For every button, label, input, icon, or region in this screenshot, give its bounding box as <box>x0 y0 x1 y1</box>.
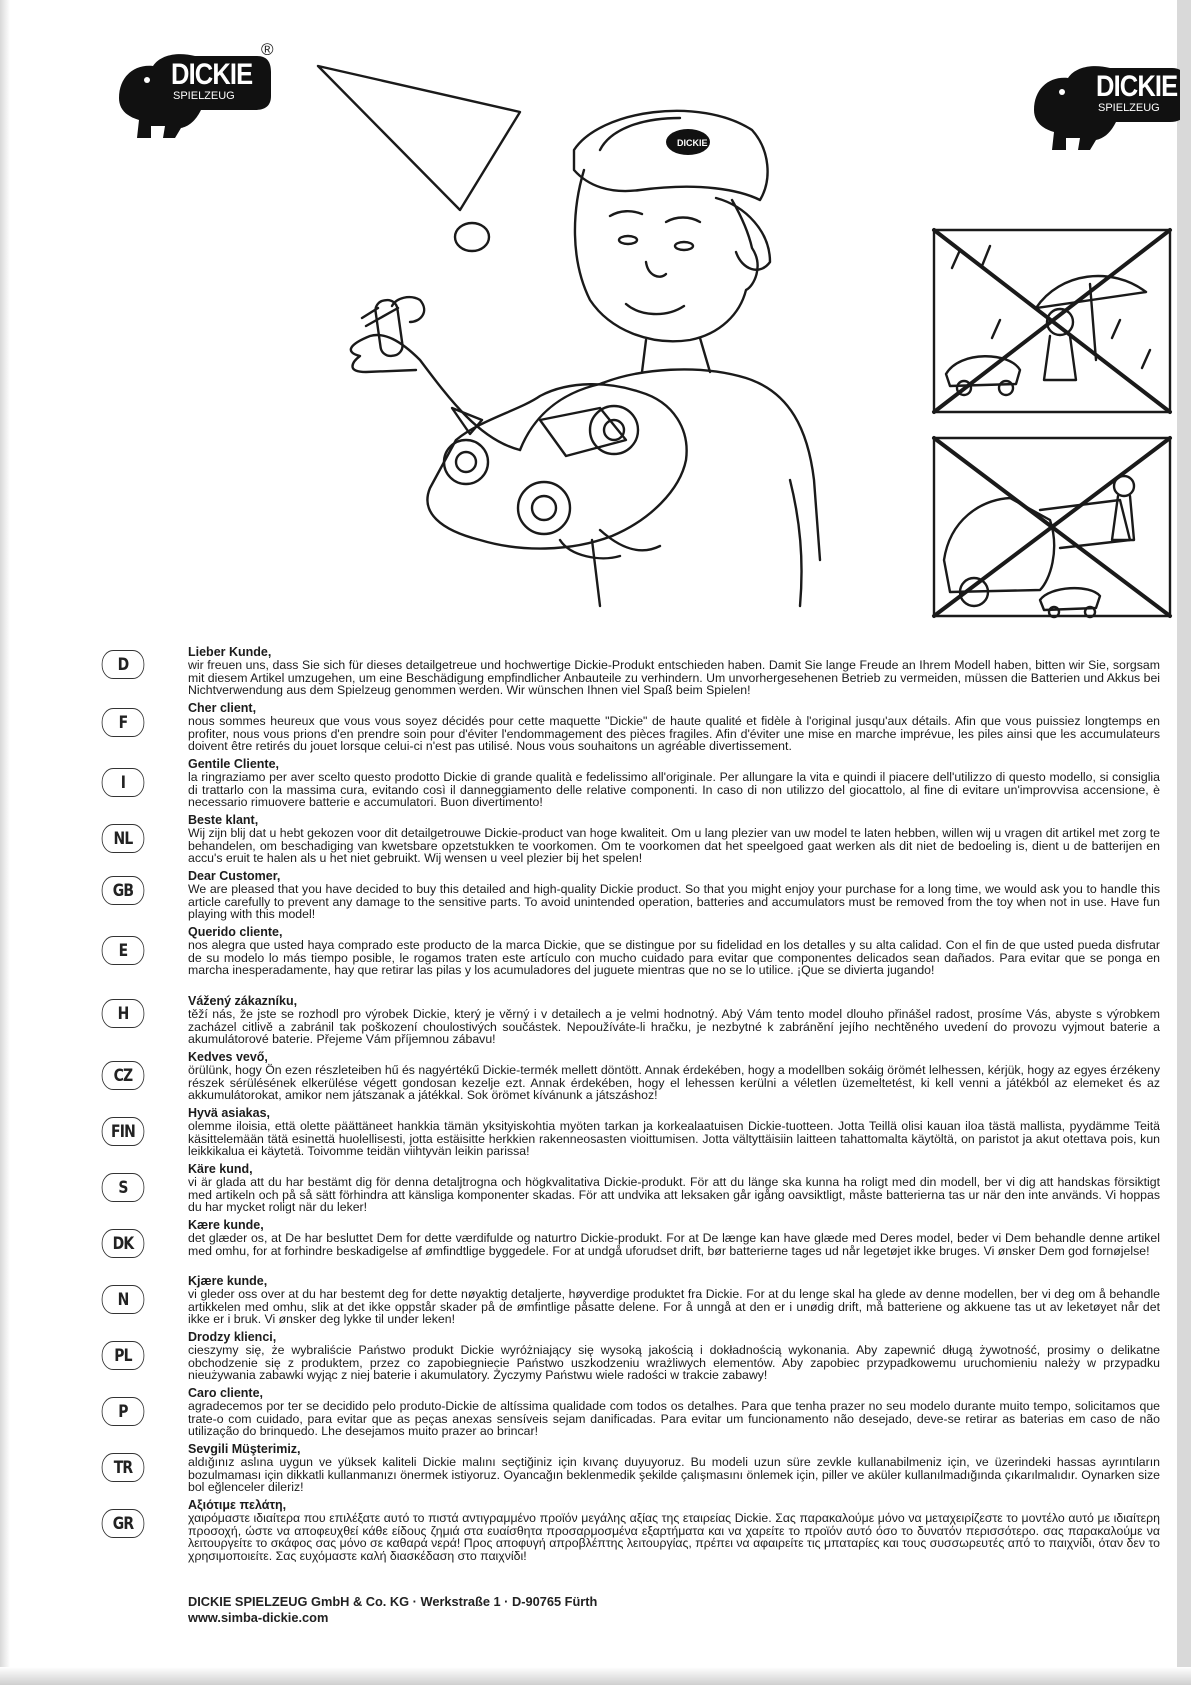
language-badge-cz: CZ <box>102 1061 145 1090</box>
logo-wordmark: DICKIE <box>171 58 253 91</box>
greeting-fin: Hyvä asiakas, <box>188 1106 271 1120</box>
no-rain-warning-icon <box>934 230 1170 412</box>
logo-right-wordmark: DICKIE <box>1096 70 1178 103</box>
language-badge-p: P <box>102 1397 145 1426</box>
language-entry-pl <box>188 1331 1160 1382</box>
greeting-tr: Sevgili Müşterimiz, <box>188 1442 301 1456</box>
language-badge-gb: GB <box>102 876 145 905</box>
language-entry-s <box>188 1163 1160 1214</box>
greeting-e: Querido cliente, <box>188 925 283 939</box>
body-text-nl: Wij zijn blij dat u hebt gekozen voor dit detailgetrouwe Dickie-product van hoge kwaliteit. Om u lang plezier van uw model te laten hebben, willen wij u vragen dit artikel met zorg te behandelen, om beschadiging van kwetsbare opzetstukken te voorkomen. Om te voorkomen dat het speelgoed gaat werken als dit niet de bedoeling is, dient u de batterijen en accu's eruit te halen als u het niet gebruikt. Wij wensen u veel plezier bij het spelen! <box>188 826 1160 865</box>
body-text-cz: örülünk, hogy Ön ezen részleteiben hű és nagyértékű Dickie-termék mellett döntött. Annak érdekében, hogy a modellben sokáig örömét lelhessen, kérjük, hogy az egyes érzékeny részek sérülésének elkerülése végett gondosan kezelje ezt. Annak érdekében, hogy el lehessen kerülni a véletlen üzemeltetést, ki kell venni a játékból az elemeket és az akkumulátorokat, amikor nem játszanak a játékkal. Sok örömet kívánunk a játszáshoz! <box>188 1063 1161 1102</box>
greeting-n: Kjære kunde, <box>188 1274 268 1288</box>
language-entry-e <box>188 926 1160 977</box>
greeting-i: Gentile Cliente, <box>188 757 279 771</box>
body-text-tr: aldığınız aslına uygun ve yüksek kaliteli Dickie malını seçtiğiniz için kıvanç duyuyoruz. Bu modeli uzun süre zevkle kullanabilmeniz için, ve üzerindeki hassas ayrıntıların bozulmaması için dikkatli kullanmanızı önermek istiyoruz. Oyancağın beklenmedik şekilde çalışmasını önlemek için, piller ve aküler kullanılmadığında çıkarılmalıdır. Oynarken size bol eğlenceler dileriz! <box>188 1455 1160 1494</box>
language-entry-nl <box>188 814 1160 865</box>
language-entry-p <box>188 1387 1160 1438</box>
language-entry-f <box>188 702 1160 753</box>
language-entry-dk <box>188 1219 1160 1257</box>
language-badge-f: F <box>102 708 145 737</box>
body-text-gb: We are pleased that you have decided to buy this detailed and high-quality Dickie product. So that you might enjoy your purchase for a long time, we would ask you to handle this article carefully to prevent any damage to the sensitive parts. To avoid unintended operation, batteries and accumulators must be removed from the toy when not in use. Have fun playing with this model! <box>188 882 1160 921</box>
body-text-e: nos alegra que usted haya comprado este producto de la marca Dickie, que se distingue por su fidelidad en los detalles y su alta calidad. Con el fin de que usted pueda disfrutar de su modelo lo más tiempo posible, le rogamos traten este artículo con mucho cuidado para evitar que componentes delicados sean dañados. Para evitar que se ponga en marcha inesperadamente, hay que retirar las pilas y los acumuladores del juguete mientras que no se lo utilice. ¡Que se divierta jugando! <box>188 938 1160 977</box>
body-text-d: wir freuen uns, dass Sie sich für dieses detailgetreue und hochwertige Dickie-Produkt entschieden haben. Damit Sie lange Freude an Ihrem Modell haben, bitten wir Sie, sorgsam mit diesem Artikel umzugehen, um eine Beschädigung empfindlicher Anbauteile zu verhindern. Um unvorhergesehenen Betrieb zu vermeiden, müssen die Batterien und Akkus bei Nichtverwendung aus dem Spielzeug genommen werden. Wir wünschen Ihnen viel Spaß beim Spielen! <box>188 658 1161 697</box>
body-text-fin: olemme iloisia, että olette päättäneet hankkia tämän yksityiskohtia myöten tarkan ja korkealaatuisen Dickie-tuotteen. Jotta Teillä olisi kauan iloa tästä mallista, pyydämme Teitä käsittelemään tätä esinettä huolellisesti, jotta estäisitte herkkien rakenneosasten vioittumisen. Jotta vältyttäisiin laitteen tahattomalta käytöltä, on paristot ja akut otettava pois, kun leikkikalua ei käytetä. Toivomme teidän viihtyvän leikin parissa! <box>188 1119 1160 1158</box>
greeting-gr: Αξιότιμε πελάτη, <box>188 1498 287 1512</box>
body-text-i: la ringraziamo per aver scelto questo prodotto Dickie di grande qualità e fedelissimo all'originale. Per allungare la vita e quindi il piacere dell'utilizzo di questo modello, si consiglia di trattarlo con la massima cura, evitando così il danneggiamento delle relative componenti. In caso di non utilizzo del giocattolo, al fine di evitare un'improvvisa accensione, è necessario rimuovere batterie e accumulatori. Buon divertimento! <box>188 770 1160 809</box>
language-badge-e: E <box>102 936 145 965</box>
greeting-pl: Drodzy klienci, <box>188 1330 277 1344</box>
language-badge-tr: TR <box>102 1453 145 1482</box>
instruction-illustration <box>0 0 1191 640</box>
body-text-h: těží nás, že jste se rozhodl pro výrobek Dickie, který je věrný i v detailech a je velmi hodnotný. Abý Vám tento model dlouho přinášel radost, prosíme Vás, abyste s výrobkem zacházel citlivě a zabránil tak poškození choulostivých součástek. Nepoužíváte-li hračku, je nezbytné k zabránění jejího nechtěného uvedení do provozu vyjmout baterie a akumulátorové baterie. Přejeme Vám příjemnou zábavu! <box>188 1007 1160 1046</box>
language-entry-cz <box>188 1051 1160 1102</box>
cap-logo-icon <box>666 129 710 155</box>
body-text-pl: cieszymy się, że wybraliście Państwo produkt Dickie wyróżniający się wysoką jakością i dokładnością wykonania. Aby zapewnić długą żywotność, prosimy o delikatne obchodzenie się z produktem, przez co zapobiegniecie Państwo uszkodzeniu wrażliwych elementów. Aby zapobiec przypadkowemu uruchomieniu należy w przypadku nieużywania zabawki wyjąc z niej baterie i akumulatory. Życzymy Państwu wiele radości w trakcie zabawy! <box>188 1343 1160 1382</box>
greeting-p: Caro cliente, <box>188 1386 264 1400</box>
logo-right-subtitle: SPIELZEUG <box>1098 102 1160 114</box>
language-entry-d <box>188 646 1160 697</box>
body-text-n: vi gleder oss over at du har bestemt deg for dette nøyaktig detaljerte, høyverdige produktet fra Dickie. For at du lenge skal ha glede av denne modellen, ber vi deg om å behandle artikkelen med omhu, slik at det ikke oppstår skader på de ømfintlige påsatte delene. For å unngå at den er i unødig drift, må batteriene og akkuene tas ut av leketøyet når det ikke er i bruk. Vi ønsker deg lykke til under leken! <box>188 1287 1160 1326</box>
language-entry-tr <box>188 1443 1160 1494</box>
body-text-p: agradecemos por ter se decidido pelo produto-Dickie de altíssima qualidade com todos os detalhes. Para que tenha prazer no seu modelo durante muito tempo, solicitamos que trate-o com cuidado, para evitar que as peças anexas sensíveis sejam danificadas. Para evitar um funcionamento não desejado, deve-se retirar as baterias em caso de não utilização do brinquedo. Lhe desejamos muito prazer ao brincar! <box>188 1399 1160 1438</box>
no-street-warning-icon <box>934 438 1170 617</box>
cap-logo-text: DICKIE <box>677 138 708 148</box>
language-badge-nl: NL <box>102 824 145 853</box>
language-entry-h <box>188 995 1160 1046</box>
language-entry-gr <box>188 1499 1160 1562</box>
language-badge-gr: GR <box>102 1509 145 1538</box>
greeting-f: Cher client, <box>188 701 257 715</box>
greeting-h: Vážený zákazníku, <box>188 994 298 1008</box>
boy-with-car-drawing <box>351 111 820 606</box>
greeting-s: Käre kund, <box>188 1162 253 1176</box>
greeting-d: Lieber Kunde, <box>188 645 272 659</box>
language-badge-s: S <box>102 1173 145 1202</box>
body-text-f: nous sommes heureux que vous vous soyez décidés pour cette maquette "Dickie" de haute qualité et fidèle à l'original jusqu'aux détails. Afin que vous puissiez longtemps en profiter, nous vous prions d'en prendre soin pour d'éviter l'endommagement des pièces fragiles. Afin d'éviter une mise en marche imprévue, les piles ainsi que les accumulateurs doivent être retirés du jouet lorsque celui-ci n'est pas utilisé. Nous vous souhaitons un agréable divertissement. <box>188 714 1160 753</box>
language-badge-h: H <box>102 999 145 1028</box>
greeting-cz: Kedves vevő, <box>188 1050 268 1064</box>
registered-mark: ® <box>261 40 273 59</box>
body-text-s: vi är glada att du har bestämt dig för denna detaljtrogna och högkvalitativa Dickie-produkt. För att du länge ska kunna ha roligt med din modell, ber vi dig att handskas försiktigt med artikeln och på så sätt förhindra att känsliga komponenter skadas. För att undvika att leksaken går igång oavsiktligt, måste batterierna tas ur när den inte används. Vi hoppas du har mycket roligt när du leker! <box>188 1175 1160 1214</box>
body-text-dk: det glæder os, at De har besluttet Dem for dette værdifulde og naturtro Dickie-produkt. For at De længe kan have glæde med Deres model, beder vi Dem behandle denne artikel med omhu, for at forhindre beskadigelse af ømfindtlige byggedele. For at undgå uforudset drift, bør batterierne tages ud når legetøjet ikke bruges. Vi ønsker Dem god fornøjelse! <box>188 1231 1160 1258</box>
logo-subtitle: SPIELZEUG <box>173 90 235 102</box>
greeting-nl: Beste klant, <box>188 813 259 827</box>
language-badge-i: I <box>102 768 145 797</box>
language-badge-d: D <box>102 650 145 679</box>
greeting-gb: Dear Customer, <box>188 869 281 883</box>
greeting-dk: Kære kunde, <box>188 1218 264 1232</box>
language-entry-gb <box>188 870 1160 921</box>
language-entry-n <box>188 1275 1160 1326</box>
scan-shadow-bottom <box>0 1667 1191 1685</box>
body-text-gr: χαιρόμαστε ιδιαίτερα που επιλέξατε αυτό το πιστά αντιγραμμένο προϊόν μεγάλης αξίας της εταιρείας Dickie. Σας παρακαλούμε μόνο να μεταχειρίζεστε το μοντέλο αυτό με ιδιαίτερη προσοχή, ώστε να αποφευχθεί κάθε είδους ζημιά στα ευαίσθητα προσαρμοσμένα εξαρτήματα και να χαρείτε το προϊόν αυτό όσο το δυνατόν περισσότερο. σας παρακαλούμε να λειτουργείτε το σκάφος σας μόνο σε καθαρά νερά! Προς αποφυγή απροβλέπτης λειτουργίας, πρέπει να αφαιρείτε τις μπαταρίες και τους συσσωρευτές από το παιχνίδι, όταν δεν το χρησιμοποιείτε. Σας ευχόμαστε καλή διασκέδαση στο παιχνίδι! <box>188 1511 1160 1563</box>
language-badge-dk: DK <box>102 1229 145 1258</box>
company-address: DICKIE SPIELZEUG GmbH & Co. KG · Werkstraße 1 · D-90765 Fürth <box>188 1594 598 1609</box>
language-badge-pl: PL <box>102 1341 145 1370</box>
company-website: www.simba-dickie.com <box>188 1610 329 1625</box>
company-footer <box>188 1594 597 1626</box>
exclamation-icon <box>318 66 520 251</box>
language-entry-fin <box>188 1107 1160 1158</box>
language-badge-n: N <box>102 1285 145 1314</box>
language-entry-i <box>188 758 1160 809</box>
language-badge-fin: FIN <box>102 1117 145 1146</box>
